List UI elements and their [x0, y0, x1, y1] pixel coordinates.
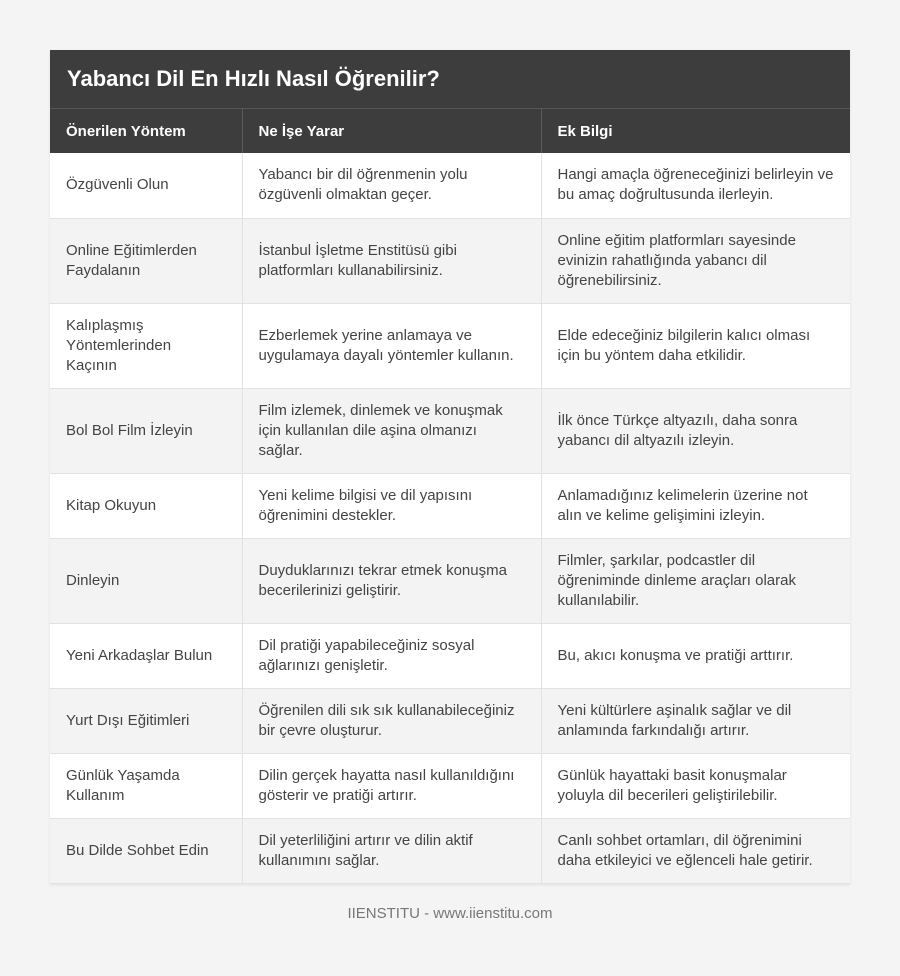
cell-purpose: İstanbul İşletme Enstitüsü gibi platformları kullanabilirsiniz. — [242, 218, 541, 303]
table-row — [50, 538, 850, 623]
cell-extra-info: Yeni kültürlere aşinalık sağlar ve dil anlamında farkındalığı artırır. — [541, 688, 850, 753]
cell-method: Günlük Yaşamda Kullanım — [50, 753, 242, 818]
cell-method: Kalıplaşmış Yöntemlerinden Kaçının — [50, 303, 242, 388]
cell-method: Online Eğitimlerden Faydalanın — [50, 218, 242, 303]
table-row — [50, 218, 850, 303]
cell-purpose: Ezberlemek yerine anlamaya ve uygulamaya dayalı yöntemler kullanın. — [242, 303, 541, 388]
cell-method: Yurt Dışı Eğitimleri — [50, 688, 242, 753]
table-row — [50, 688, 850, 753]
cell-purpose: Dil yeterliliğini artırır ve dilin aktif kullanımını sağlar. — [242, 818, 541, 883]
table-row — [50, 303, 850, 388]
cell-extra-info: Bu, akıcı konuşma ve pratiği arttırır. — [541, 623, 850, 688]
cell-method: Dinleyin — [50, 538, 242, 623]
cell-method: Kitap Okuyun — [50, 473, 242, 538]
table-row — [50, 818, 850, 883]
table-row — [50, 388, 850, 473]
cell-purpose: Yabancı bir dil öğrenmenin yolu özgüvenli olmaktan geçer. — [242, 153, 541, 218]
column-header-purpose: Ne İşe Yarar — [242, 109, 541, 154]
cell-method: Özgüvenli Olun — [50, 153, 242, 218]
cell-purpose: Dilin gerçek hayatta nasıl kullanıldığını gösterir ve pratiği artırır. — [242, 753, 541, 818]
cell-method: Bol Bol Film İzleyin — [50, 388, 242, 473]
cell-method: Bu Dilde Sohbet Edin — [50, 818, 242, 883]
cell-extra-info: Anlamadığınız kelimelerin üzerine not alın ve kelime gelişimini izleyin. — [541, 473, 850, 538]
cell-extra-info: Online eğitim platformları sayesinde evinizin rahatlığında yabancı dil öğrenebilirsiniz. — [541, 218, 850, 303]
cell-extra-info: İlk önce Türkçe altyazılı, daha sonra yabancı dil altyazılı izleyin. — [541, 388, 850, 473]
column-header-extra-info: Ek Bilgi — [541, 109, 850, 154]
cell-method: Yeni Arkadaşlar Bulun — [50, 623, 242, 688]
cell-purpose: Yeni kelime bilgisi ve dil yapısını öğrenimini destekler. — [242, 473, 541, 538]
methods-table — [50, 108, 850, 884]
cell-purpose: Dil pratiği yapabileceğiniz sosyal ağlarınızı genişletir. — [242, 623, 541, 688]
cell-purpose: Duyduklarınızı tekrar etmek konuşma becerilerinizi geliştirir. — [242, 538, 541, 623]
cell-purpose: Film izlemek, dinlemek ve konuşmak için kullanılan dile aşina olmanızı sağlar. — [242, 388, 541, 473]
cell-extra-info: Filmler, şarkılar, podcastler dil öğreniminde dinleme araçları olarak kullanılabilir. — [541, 538, 850, 623]
cell-extra-info: Elde edeceğiniz bilgilerin kalıcı olması için bu yöntem daha etkilidir. — [541, 303, 850, 388]
table-row — [50, 153, 850, 218]
column-header-method: Önerilen Yöntem — [50, 109, 242, 154]
cell-extra-info: Canlı sohbet ortamları, dil öğrenimini daha etkileyici ve eğlenceli hale getirir. — [541, 818, 850, 883]
table-row — [50, 473, 850, 538]
cell-extra-info: Hangi amaçla öğreneceğinizi belirleyin ve bu amaç doğrultusunda ilerleyin. — [541, 153, 850, 218]
table-title: Yabancı Dil En Hızlı Nasıl Öğrenilir? — [50, 50, 850, 108]
table-row — [50, 623, 850, 688]
cell-purpose: Öğrenilen dili sık sık kullanabileceğiniz bir çevre oluşturur. — [242, 688, 541, 753]
site-footer: IIENSTITU - www.iienstitu.com — [347, 905, 553, 922]
header-row — [50, 109, 850, 154]
cell-extra-info: Günlük hayattaki basit konuşmalar yoluyla dil becerileri geliştirilebilir. — [541, 753, 850, 818]
table-card — [50, 50, 850, 884]
table-row — [50, 753, 850, 818]
